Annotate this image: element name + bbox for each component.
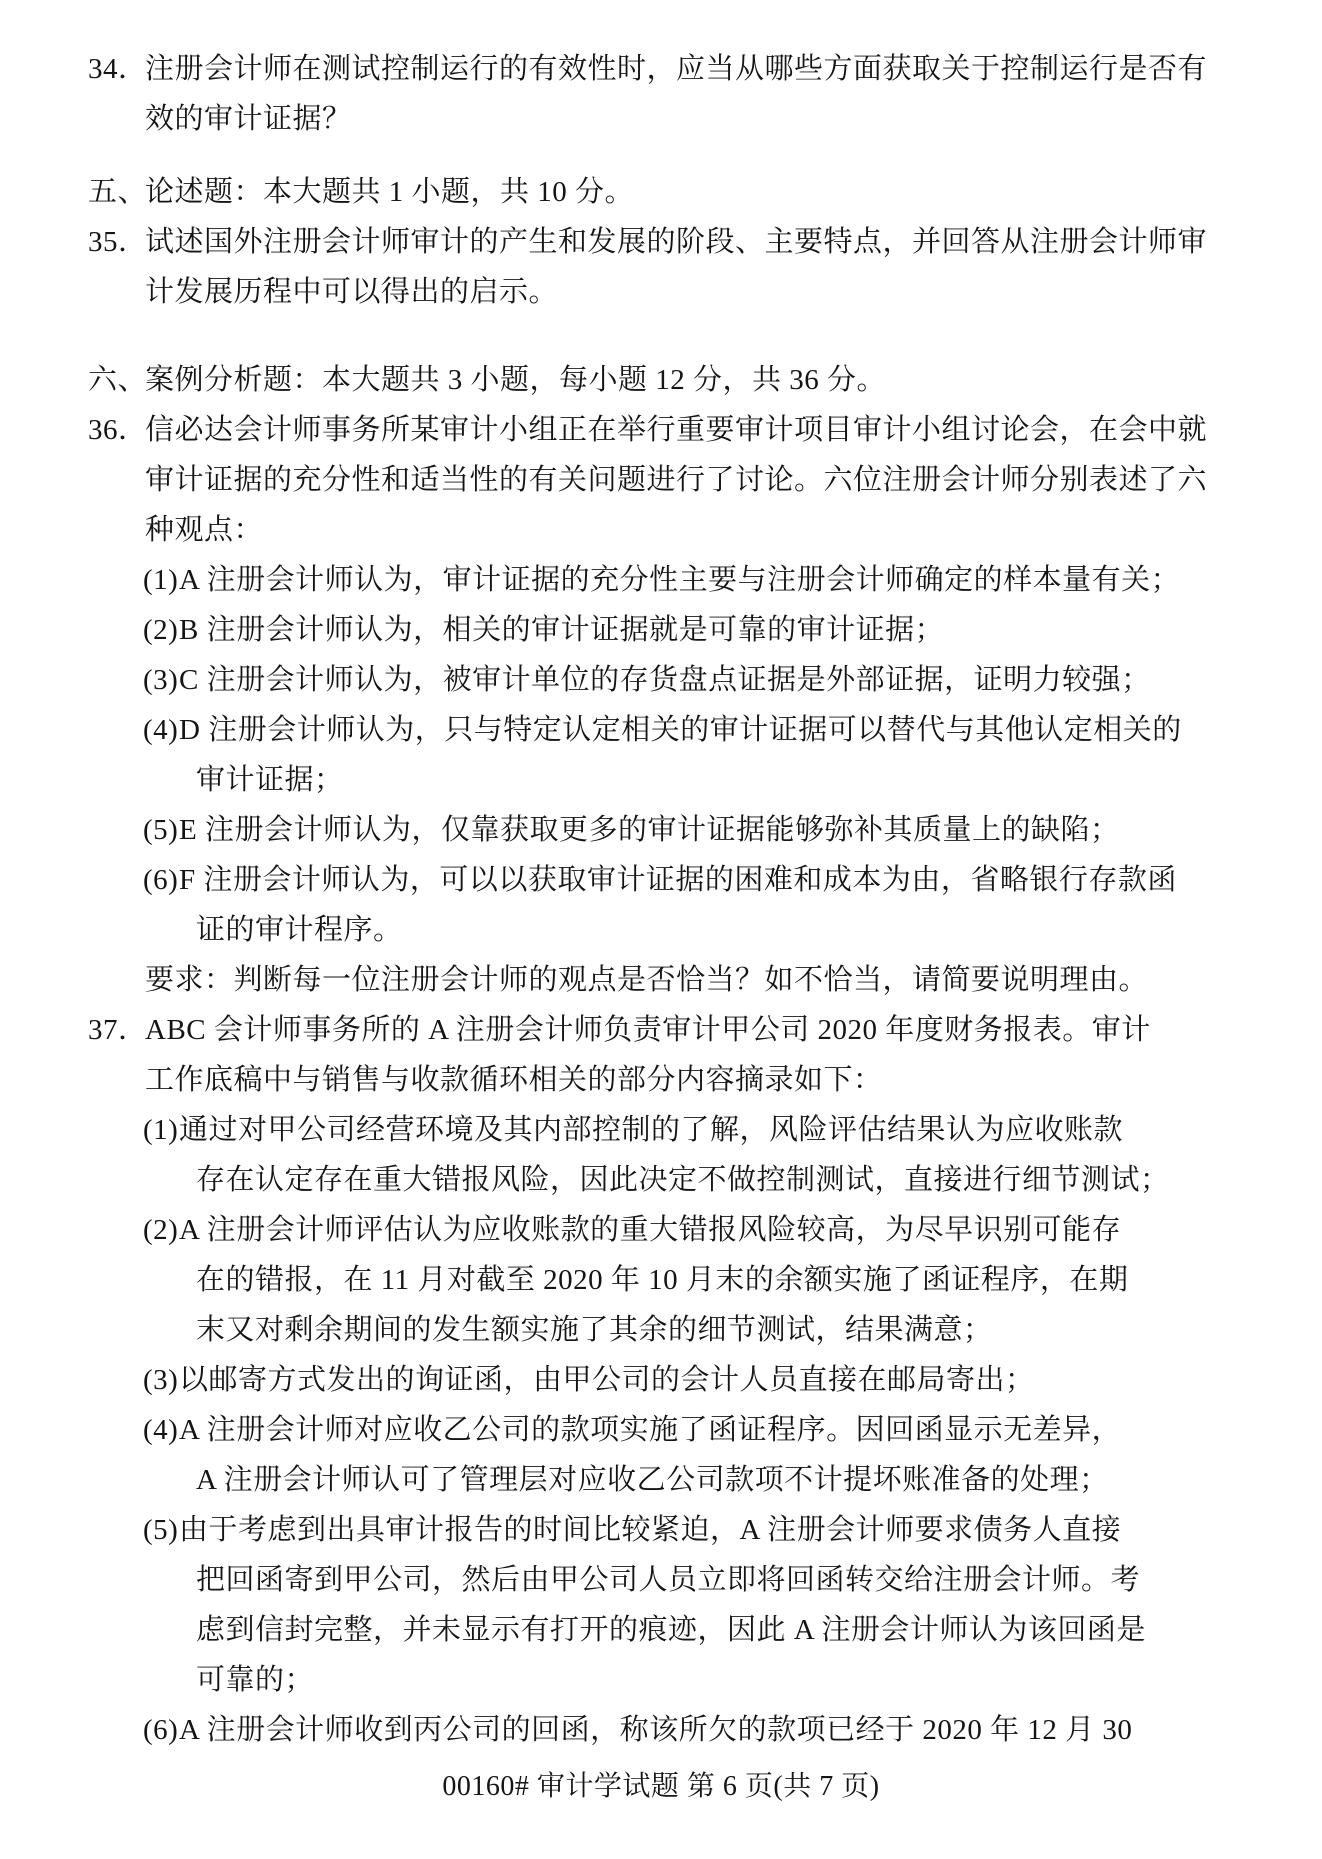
page-footer: 00160# 审计学试题 第 6 页(共 7 页) (442, 1771, 880, 1802)
section-5-title: 论述题：本大题共 1 小题，共 10 分。 (145, 176, 635, 208)
question-36-line-1 (0, 405, 1322, 455)
q36-item-3-marker: (3) (143, 664, 179, 696)
q37-item-5-marker: (5) (143, 1514, 179, 1546)
section-5-marker: 五、 (88, 176, 148, 208)
q37-item-6-marker: (6) (143, 1714, 179, 1746)
question-35-line-2: 计发展历程中可以得出的启示。 (145, 276, 559, 308)
q37-item-2-cont-1: 在的错报，在 11 月对截至 2020 年 10 月末的余额实施了函证程序，在期 (196, 1264, 1129, 1296)
q37-item-1 (0, 1105, 1322, 1155)
q37-item-2-cont-2: 末又对剩余期间的发生额实施了其余的细节测试，结果满意； (196, 1314, 993, 1346)
section-6-header (0, 355, 1322, 405)
q36-item-4-text: D 注册会计师认为，只与特定认定相关的审计证据可以替代与其他认定相关的 (179, 714, 1182, 746)
q36-item-3-text: C 注册会计师认为，被审计单位的存货盘点证据是外部证据，证明力较强； (179, 664, 1151, 696)
q37-item-1-marker: (1) (143, 1114, 179, 1146)
section-6-title: 案例分析题：本大题共 3 小题，每小题 12 分，共 36 分。 (145, 364, 887, 396)
q37-item-1-cont: 存在认定存在重大错报风险，因此决定不做控制测试，直接进行细节测试； (196, 1164, 1170, 1196)
question-37-line-2: 工作底稿中与销售与收款循环相关的部分内容摘录如下： (145, 1064, 883, 1096)
q36-item-1-text: A 注册会计师认为，审计证据的充分性主要与注册会计师确定的样本量有关； (179, 564, 1181, 596)
q36-item-1-marker: (1) (143, 564, 179, 596)
q36-item-6-cont: 证的审计程序。 (196, 914, 403, 946)
q37-item-4-cont: A 注册会计师认可了管理层对应收乙公司款项不计提坏账准备的处理； (196, 1464, 1109, 1496)
question-35-number: 35． (88, 226, 148, 258)
q36-requirement: 要求：判断每一位注册会计师的观点是否恰当？如不恰当，请简要说明理由。 (145, 964, 1149, 996)
q36-item-3 (0, 655, 1322, 705)
q36-item-4-marker: (4) (143, 714, 179, 746)
q37-item-5-cont-3: 可靠的； (196, 1664, 315, 1696)
question-34-number: 34． (88, 53, 148, 85)
q37-item-5 (0, 1505, 1322, 1555)
q36-item-1 (0, 555, 1322, 605)
question-35-line-1 (0, 217, 1322, 267)
q37-item-6 (0, 1705, 1322, 1755)
question-37-text: ABC 会计师事务所的 A 注册会计师负责审计甲公司 2020 年度财务报表。审计 (145, 1014, 1151, 1046)
q37-item-2-marker: (2) (143, 1214, 179, 1246)
q36-item-2 (0, 605, 1322, 655)
question-37-number: 37． (88, 1014, 148, 1046)
question-35-text: 试述国外注册会计师审计的产生和发展的阶段、主要特点，并回答从注册会计师审 (145, 226, 1208, 258)
q37-item-3-text: 以邮寄方式发出的询证函，由甲公司的会计人员直接在邮局寄出； (179, 1364, 1035, 1396)
q37-item-3-marker: (3) (143, 1364, 179, 1396)
question-36-line-2: 审计证据的充分性和适当性的有关问题进行了讨论。六位注册会计师分别表述了六 (145, 464, 1208, 496)
q36-item-4 (0, 705, 1322, 755)
q36-item-5-marker: (5) (143, 814, 179, 846)
q37-item-2 (0, 1205, 1322, 1255)
q37-item-4 (0, 1405, 1322, 1455)
q37-item-3 (0, 1355, 1322, 1405)
section-5-header (0, 167, 1322, 217)
question-34-line-1 (0, 44, 1322, 94)
section-6-marker: 六、 (88, 364, 148, 396)
question-34-text: 注册会计师在测试控制运行的有效性时，应当从哪些方面获取关于控制运行是否有 (145, 53, 1208, 85)
q37-item-1-text: 通过对甲公司经营环境及其内部控制的了解，风险评估结果认为应收账款 (179, 1114, 1124, 1146)
q36-item-2-marker: (2) (143, 614, 179, 646)
q36-item-6-marker: (6) (143, 864, 179, 896)
q37-item-2-text: A 注册会计师评估认为应收账款的重大错报风险较高，为尽早识别可能存 (179, 1214, 1122, 1246)
q37-item-5-text: 由于考虑到出具审计报告的时间比较紧迫，A 注册会计师要求债务人直接 (179, 1514, 1122, 1546)
q37-item-5-cont-1: 把回函寄到甲公司，然后由甲公司人员立即将回函转交给注册会计师。考 (196, 1564, 1141, 1596)
q36-item-6 (0, 855, 1322, 905)
question-36-text: 信必达会计师事务所某审计小组正在举行重要审计项目审计小组讨论会，在会中就 (145, 414, 1208, 446)
q37-item-6-text: A 注册会计师收到丙公司的回函，称该所欠的款项已经于 2020 年 12 月 30 (179, 1714, 1133, 1746)
q37-item-5-cont-2: 虑到信封完整，并未显示有打开的痕迹，因此 A 注册会计师认为该回函是 (196, 1614, 1146, 1646)
question-37-line-1 (0, 1005, 1322, 1055)
q36-item-2-text: B 注册会计师认为，相关的审计证据就是可靠的审计证据； (179, 614, 945, 646)
question-36-line-3: 种观点： (145, 514, 264, 546)
q36-item-5 (0, 805, 1322, 855)
q36-item-6-text: F 注册会计师认为，可以以获取审计证据的困难和成本为由，省略银行存款函 (179, 864, 1177, 896)
q36-item-5-text: E 注册会计师认为，仅靠获取更多的审计证据能够弥补其质量上的缺陷； (179, 814, 1120, 846)
question-34-line-2: 效的审计证据？ (145, 103, 352, 135)
q36-item-4-cont: 审计证据； (196, 764, 344, 796)
question-36-number: 36． (88, 414, 148, 446)
q37-item-4-marker: (4) (143, 1414, 179, 1446)
q37-item-4-text: A 注册会计师对应收乙公司的款项实施了函证程序。因回函显示无差异， (179, 1414, 1122, 1446)
